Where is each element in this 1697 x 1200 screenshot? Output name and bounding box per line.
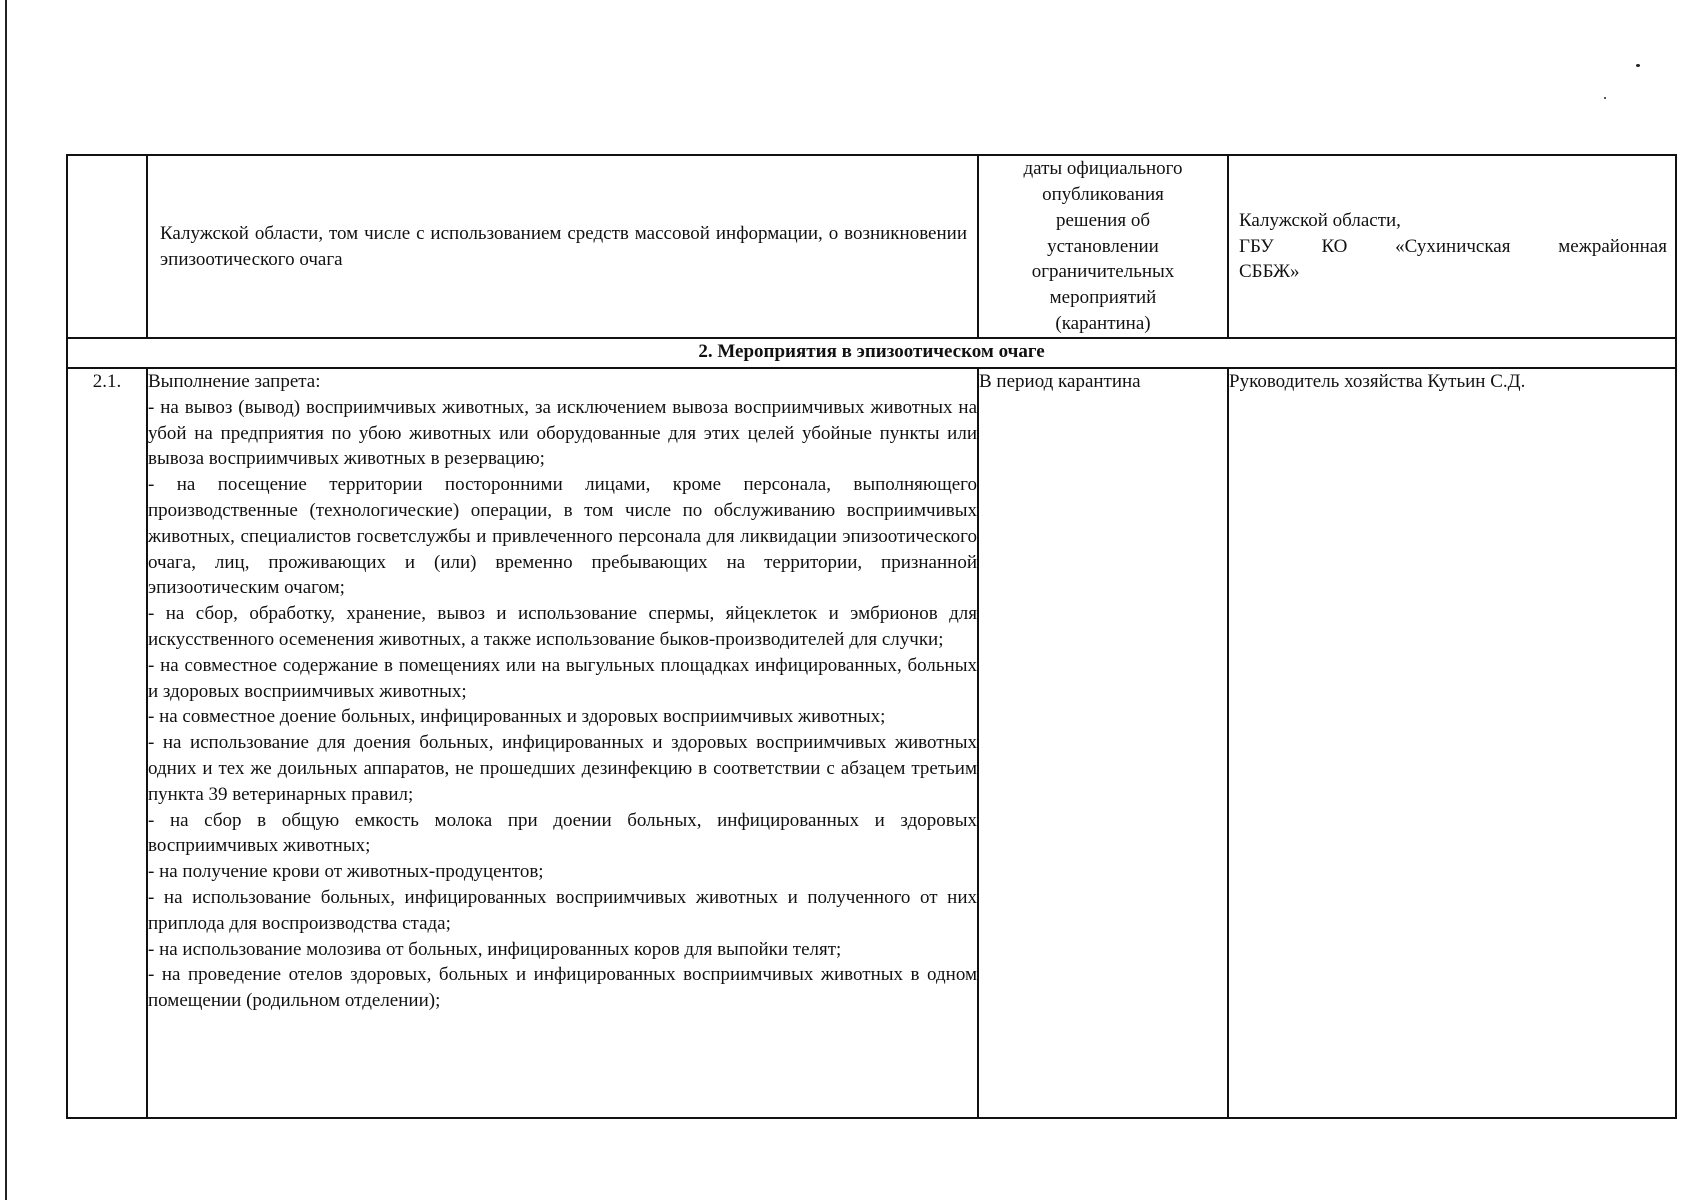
measure-item: - на вывоз (вывод) восприимчивых животных, за исключением вывоза восприимчивых животных на убой на предприятия по убою животных или оборудованные для этих целей убойные пункты или вывоза восприимчивых животных в резервацию; — [148, 396, 977, 470]
responsible-line — [1239, 234, 1667, 260]
measure-item: - на сбор, обработку, хранение, вывоз и использование спермы, яйцеклеток и эмбрионов для искусственного осеменения животных, а также использование быков-производителей для случки; — [148, 603, 977, 650]
term-cell: В период карантина — [978, 368, 1228, 1118]
responsible-word: «Сухиничская — [1395, 235, 1511, 257]
measure-item: - на проведение отелов здоровых, больных и инфицированных восприимчивых животных в одном помещении (родильном отделении); — [148, 964, 977, 1012]
measure-item: - на использование больных, инфицированных восприимчивых животных и полученного от них приплода для воспроизводства стада; — [148, 886, 977, 934]
scan-speck — [1604, 97, 1606, 99]
table-row-continuation — [67, 155, 1676, 338]
measure-item: - на совместное доение больных, инфицированных и здоровых восприимчивых животных; — [148, 706, 886, 728]
row-number: 2.1. — [67, 368, 147, 1118]
number-cell — [67, 155, 147, 338]
term-line: (карантина) — [1055, 312, 1151, 334]
term-line: ограничительных — [1031, 261, 1175, 283]
measure-text-cell — [147, 368, 978, 1118]
responsible-line: Калужской области, — [1239, 209, 1401, 231]
scan-speck — [1636, 64, 1640, 67]
measure-text-cell — [147, 155, 978, 338]
term-line: установлении — [1047, 235, 1159, 257]
term-cell — [978, 155, 1228, 338]
measure-item: - на посещение территории посторонними лицами, кроме персонала, выполняющего производственные (технологические) операции, в том числе по обслуживанию восприимчивых животных, специалистов госветслужбы и привлеченного персонала для ликвидации эпизоотического очага, лиц, проживающих и (или) временно пребывающих на территории, признанной эпизоотическим очагом; — [148, 474, 977, 599]
measure-item: - на совместное содержание в помещениях или на выгульных площадках инфицированных, больных и здоровых восприимчивых животных; — [148, 654, 977, 702]
measures-table — [66, 154, 1677, 1119]
measure-heading: Выполнение запрета: — [148, 371, 321, 392]
responsible-word: ГБУ — [1239, 235, 1274, 257]
measure-text: Калужской области, том числе с использованием средств массовой информации, о возникновении эпизоотического очага — [160, 222, 967, 270]
responsible-word: КО — [1321, 235, 1348, 257]
table-row-2-1 — [67, 368, 1676, 1118]
term-line: мероприятий — [1049, 287, 1157, 309]
responsible-cell — [1228, 155, 1676, 338]
responsible-word: межрайонная — [1558, 235, 1667, 257]
section-heading-row — [67, 338, 1676, 368]
term-line: решения об — [1056, 209, 1150, 231]
section-title: 2. Мероприятия в эпизоотическом очаге — [67, 338, 1676, 368]
measure-item: - на получение крови от животных-продуцентов; — [148, 861, 544, 883]
responsible-cell: Руководитель хозяйства Кутьин С.Д. — [1228, 368, 1676, 1118]
term-line: опубликования — [1042, 184, 1164, 205]
page-edge-line — [5, 0, 7, 1200]
measure-item: - на использование для доения больных, инфицированных и здоровых восприимчивых животных одних и тех же доильных аппаратов, не прошедших дезинфекцию в соответствии с абзацем третьим пункта 39 ветеринарных правил; — [148, 732, 977, 805]
measure-item: - на сбор в общую емкость молока при доении больных, инфицированных и здоровых восприимчивых животных; — [148, 809, 977, 857]
responsible-line: СББЖ» — [1239, 261, 1300, 283]
measure-item: - на использование молозива от больных, инфицированных коров для выпойки телят; — [148, 938, 842, 960]
term-line: даты официального — [1023, 158, 1183, 180]
